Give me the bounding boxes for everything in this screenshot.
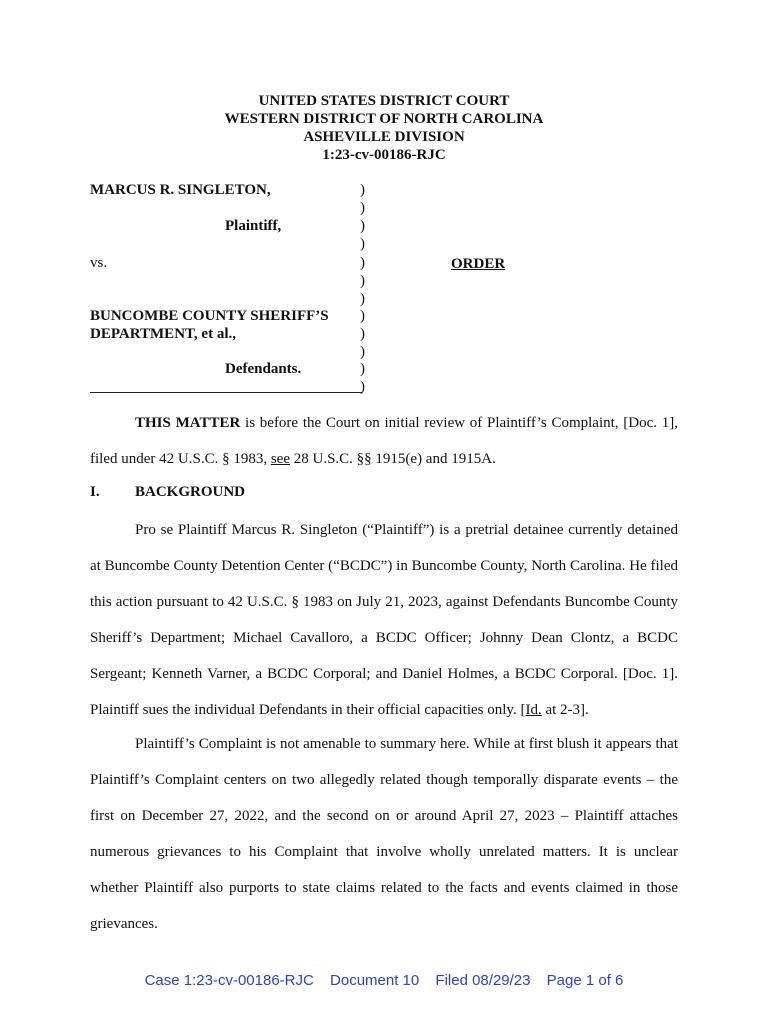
court-name: UNITED STATES DISTRICT COURT xyxy=(258,93,510,109)
intro-text-2: 28 U.S.C. §§ 1915(e) and 1915A. xyxy=(289,451,496,467)
caption-paren: ) xyxy=(360,361,365,377)
caption-paren: ) xyxy=(360,218,365,234)
defendant-role: Defendants. xyxy=(225,361,302,377)
footer-page: Page 1 of 6 xyxy=(546,972,624,989)
caption-paren: ) xyxy=(360,236,365,252)
caption-paren: ) xyxy=(360,344,365,360)
order-title: ORDER xyxy=(451,256,506,272)
caption-paren: ) xyxy=(360,379,365,395)
footer-filed: Filed 08/29/23 xyxy=(435,972,531,989)
versus-label: vs. xyxy=(90,255,108,271)
section-heading xyxy=(90,484,245,501)
plaintiff-name: MARCUS R. SINGLETON, xyxy=(90,182,271,198)
plaintiff-role: Plaintiff, xyxy=(225,218,282,234)
para1-text-1: Pro se Plaintiff Marcus R. Singleton (“Plaintiff”) is a pretrial detainee currently detained at Buncombe County Detention Center (“BCDC”) in Buncombe County, North Carolina. He filed this action pursuant to 42 U.S.C. § 1983 on July 21, 2023, against Defendants Buncombe County Sheriff’s Department; Michael Cavalloro, a BCDC Officer; Johnny Dean Clontz, a BCDC Sergeant; Kenneth Varner, a BCDC Corporal; and Daniel Holmes, a BCDC Corporal. [Doc. 1]. Plaintiff sues the individual Defendants in their official capacities only. [ xyxy=(90,522,678,718)
case-caption xyxy=(90,182,690,402)
court-header xyxy=(0,92,768,164)
section-number: I. xyxy=(90,484,100,500)
this-matter-lead: THIS MATTER xyxy=(135,415,241,431)
para2-text: Plaintiff’s Complaint is not amenable to summary here. While at first blush it appears that Plaintiff’s Complaint centers on two allegedly related though temporally disparate events – the first on December 27, 2022, and the second on or around April 27, 2023 – Plaintiff attaches numerous grievances to his Complaint that involve wholly unrelated matters. It is unclear whether Plaintiff also purports to state claims related to the facts and events claimed in those grievances. xyxy=(90,736,678,932)
background-paragraph-1 xyxy=(90,512,678,728)
intro-paragraph xyxy=(90,405,678,477)
district-name: WESTERN DISTRICT OF NORTH CAROLINA xyxy=(224,111,544,127)
intro-text-1: is before the Court on initial review of Plaintiff’s Complaint, [Doc. 1], filed under 42 U.S.C. § 1983, xyxy=(90,415,678,467)
caption-paren: ) xyxy=(360,200,365,216)
caption-paren: ) xyxy=(360,326,365,342)
caption-paren: ) xyxy=(360,273,365,289)
caption-paren: ) xyxy=(360,291,365,307)
defendant-line-2: DEPARTMENT, et al., xyxy=(90,326,236,342)
background-paragraph-2 xyxy=(90,726,678,942)
para1-text-2: at 2-3]. xyxy=(541,702,589,718)
page-footer xyxy=(0,972,768,989)
defendant-line-1: BUNCOMBE COUNTY SHERIFF’S xyxy=(90,308,329,324)
caption-paren: ) xyxy=(360,182,365,198)
caption-paren: ) xyxy=(360,308,365,324)
see-signal: see xyxy=(270,451,290,467)
caption-rule xyxy=(90,392,362,393)
footer-case: Case 1:23-cv-00186-RJC xyxy=(144,972,314,989)
case-number: 1:23-cv-00186-RJC xyxy=(322,147,446,163)
section-title: BACKGROUND xyxy=(135,484,246,500)
division-name: ASHEVILLE DIVISION xyxy=(303,129,465,145)
id-citation: Id. xyxy=(525,702,542,718)
caption-paren: ) xyxy=(360,255,365,271)
footer-document: Document 10 xyxy=(330,972,420,989)
